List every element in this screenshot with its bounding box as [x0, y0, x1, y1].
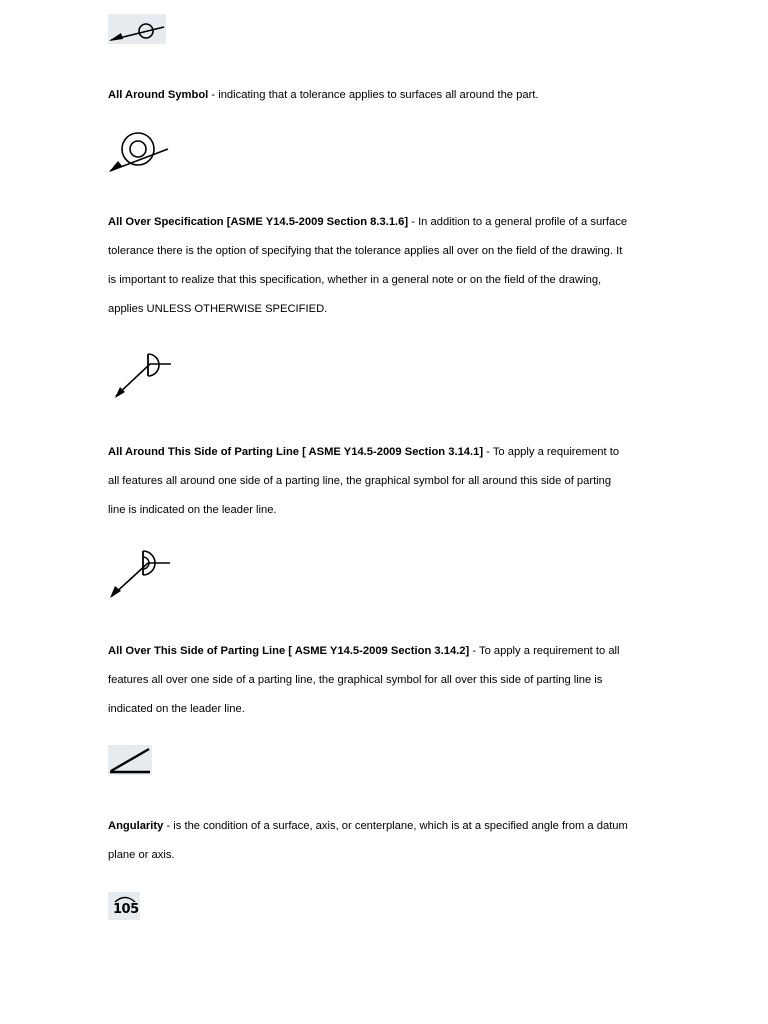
- arc-length-number: 105: [113, 902, 139, 917]
- all-over-parting-line-icon: [108, 548, 172, 600]
- desc-all-over-parting-line: - To apply a requirement to all features all over one side of a parting line, the graphical symbol for all over this side of parting line is indicated on the leader line.: [108, 645, 620, 715]
- term-angularity: Angularity: [108, 820, 164, 832]
- desc-angularity: - is the condition of a surface, axis, or centerplane, which is at a specified angle from a datum plane or axis.: [108, 820, 628, 861]
- term-all-around: All Around Symbol: [108, 89, 209, 101]
- definition-all-around-parting-line: [108, 438, 628, 525]
- term-all-around-parting-line: All Around This Side of Parting Line [ ASME Y14.5-2009 Section 3.14.1]: [108, 446, 484, 458]
- arc-length-icon: [108, 892, 140, 920]
- term-all-over-parting-line: All Over This Side of Parting Line [ ASME Y14.5-2009 Section 3.14.2]: [108, 645, 470, 657]
- definition-angularity: [108, 812, 628, 870]
- desc-all-around-parting-line: - To apply a requirement to all features all around one side of a parting line, the graphical symbol for all around this side of parting line is indicated on the leader line.: [108, 446, 620, 516]
- definition-all-over-parting-line: [108, 637, 628, 724]
- desc-all-over: - In addition to a general profile of a surface tolerance there is the option of specifying that the tolerance applies all over on the field of the drawing. It is important to realize that this specification, whether in a general note or on the field of the drawing, applies UNLESS OTHERWISE SPECIFIED.: [108, 216, 628, 315]
- angularity-icon: [108, 745, 152, 775]
- all-over-symbol-icon: [108, 128, 170, 174]
- definition-all-over: [108, 208, 628, 324]
- definition-all-around: [108, 81, 628, 110]
- term-all-over: All Over Specification [ASME Y14.5-2009 Section 8.3.1.6]: [108, 216, 409, 228]
- all-around-parting-line-icon: [112, 350, 174, 400]
- all-around-symbol-icon: [108, 14, 166, 44]
- desc-all-around: - indicating that a tolerance applies to surfaces all around the part.: [208, 89, 539, 101]
